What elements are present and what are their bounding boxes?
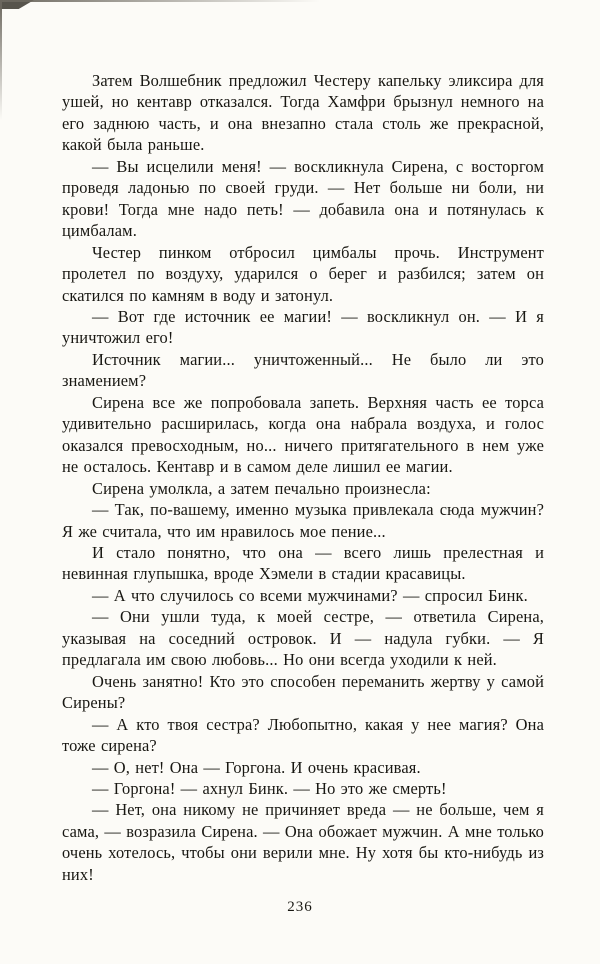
- paragraph: — Так, по-вашему, именно музыка привлекала сюда мужчин? Я же считала, что им нравилось мое пение...: [62, 500, 544, 541]
- paragraph: Затем Волшебник предложил Честеру капельку эликсира для ушей, но кентавр отказался. Тогда Хамфри брызнул немного на его заднюю часть, и она внезапно стала столь же прекрасной, какой была раньше.: [62, 71, 544, 155]
- paragraph: Сирена все же попробовала запеть. Верхняя часть ее торса удивительно расширилась, когда она набрала воздуха, и голос оказался превосходным, но... ничего притягательного в нем уже не осталось. Кентавр и в самом деле лишил ее магии.: [62, 392, 544, 477]
- paragraph: — Вот где источник ее магии! — воскликнул он. — И я уничтожил его!: [62, 306, 544, 348]
- paragraph: — А кто твоя сестра? Любопытно, какая у нее магия? Она тоже сирена?: [62, 714, 544, 756]
- scan-left-edge-artifact: [0, 0, 2, 120]
- paragraph: — Вы исцелили меня! — воскликнула Сирена, с восторгом проведя ладонью по своей груди. — Нет больше ни боли, ни крови! Тогда мне надо петь! — добавила она и потянулась к цимбалам.: [62, 156, 544, 241]
- paragraph: — О, нет! Она — Горгона. И очень красивая.: [92, 757, 421, 777]
- paragraph: Очень занятно! Кто это способен переманить жертву у самой Сирены?: [62, 671, 544, 713]
- paragraph: Сирена умолкла, а затем печально произнесла:: [92, 478, 431, 498]
- paragraph: — Горгона! — ахнул Бинк. — Но это же смерть!: [92, 778, 447, 798]
- page-number: 236: [287, 899, 313, 915]
- page-text-block: [62, 70, 544, 885]
- paragraph: И стало понятно, что она — всего лишь прелестная и невинная глупышка, вроде Хэмели в стадии красавицы.: [62, 542, 544, 584]
- paragraph: — А что случилось со всеми мужчинами? — спросил Бинк.: [92, 585, 528, 605]
- paragraph: Честер пинком отбросил цимбалы прочь. Инструмент пролетел по воздуху, ударился о берег и разбился; затем он скатился по камням в воду и затонул.: [62, 242, 544, 305]
- paragraph: — Они ушли туда, к моей сестре, — ответила Сирена, указывая на соседний островок. И — надула губки. — Я предлагала им свою любовь... Но они всегда уходили к ней.: [62, 607, 544, 670]
- paragraph: — Нет, она никому не причиняет вреда — не больше, чем я сама, — возразила Сирена. — Она обожает мужчин. А мне только очень хотелось, чтобы они верили мне. Ну хотя бы кто-нибудь из них!: [62, 800, 544, 884]
- scan-top-edge-artifact: [0, 0, 320, 2]
- paragraph: Источник магии... уничтоженный... Не было ли это знамением?: [62, 349, 544, 391]
